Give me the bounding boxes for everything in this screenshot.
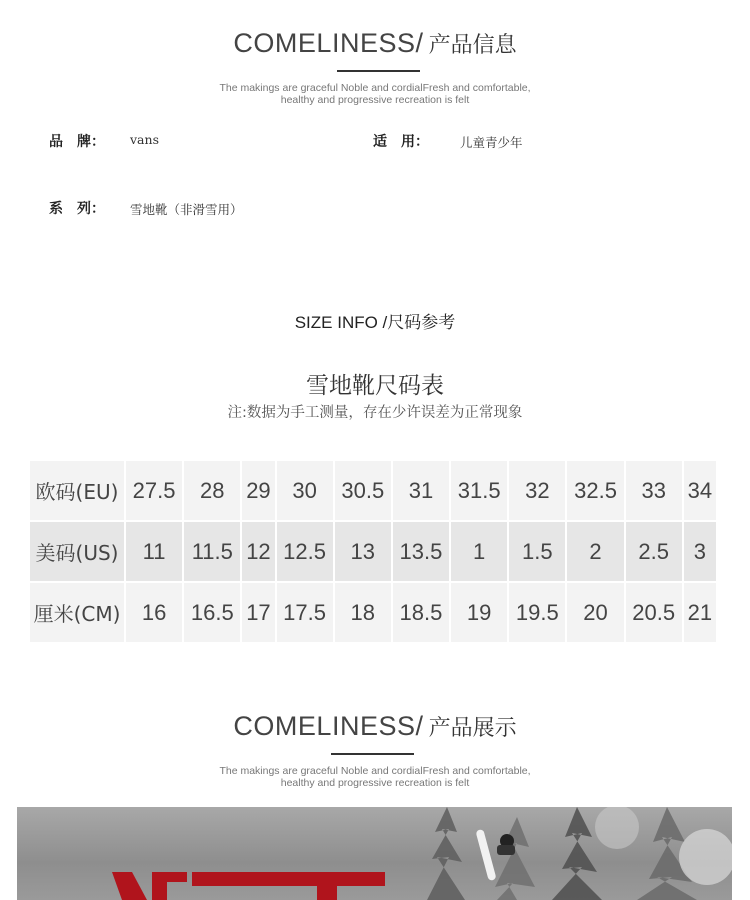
- size-cell: 17: [242, 583, 274, 642]
- snowy-trees: [427, 807, 732, 900]
- section-title-cn: 产品展示: [428, 716, 517, 741]
- size-cell: 32.5: [567, 461, 623, 520]
- series-label: 系 列：: [49, 201, 105, 217]
- section-subtitle: [0, 82, 750, 106]
- size-cell: 13: [335, 522, 391, 581]
- size-cell: 16.5: [184, 583, 240, 642]
- section-subtitle-line2: healthy and progressive recreation is felt: [280, 777, 470, 789]
- size-table-row: [30, 583, 716, 642]
- size-cell: 18.5: [393, 583, 449, 642]
- section-title-product-display: [0, 711, 750, 742]
- section-subtitle-line2: healthy and progressive recreation is felt: [280, 94, 470, 106]
- size-cell: 31: [393, 461, 449, 520]
- size-cell: 19: [451, 583, 507, 642]
- section-title-cn: 产品信息: [428, 33, 517, 58]
- size-cell: 2.5: [626, 522, 682, 581]
- section-title-en: COMELINESS/: [233, 711, 424, 741]
- size-cell: 19.5: [509, 583, 565, 642]
- size-cell: 17.5: [277, 583, 333, 642]
- section-title-en: COMELINESS/: [233, 28, 424, 58]
- section-title-underline: [331, 753, 414, 755]
- size-cell: 16: [126, 583, 182, 642]
- size-table: [28, 459, 718, 644]
- size-cell: 29: [242, 461, 274, 520]
- size-cell: 32: [509, 461, 565, 520]
- series-value: 雪地靴（非滑雪用）: [130, 202, 243, 217]
- brand-label: 品 牌：: [49, 134, 105, 150]
- size-row-label: 欧码(EU): [30, 461, 124, 520]
- size-cell: 30: [277, 461, 333, 520]
- size-cell: 18: [335, 583, 391, 642]
- size-cell: 13.5: [393, 522, 449, 581]
- suitable-value: 儿童青少年: [460, 135, 523, 150]
- size-cell: 1.5: [509, 522, 565, 581]
- size-cell: 12: [242, 522, 274, 581]
- size-cell: 11: [126, 522, 182, 581]
- size-cell: 20: [567, 583, 623, 642]
- size-info-heading: SIZE INFO /尺码参考: [294, 313, 456, 332]
- section-title-underline: [337, 70, 420, 72]
- size-cell: 12.5: [277, 522, 333, 581]
- size-cell: 31.5: [451, 461, 507, 520]
- banner-scene: [17, 807, 732, 900]
- size-cell: 11.5: [184, 522, 240, 581]
- product-banner-image: [17, 807, 732, 900]
- section-subtitle-line1: The makings are graceful Noble and cordialFresh and comfortable,: [219, 82, 531, 94]
- size-cell: 20.5: [626, 583, 682, 642]
- size-row-label: 美码(US): [30, 522, 124, 581]
- size-cell: 2: [567, 522, 623, 581]
- size-cell: 21: [684, 583, 716, 642]
- size-cell: 30.5: [335, 461, 391, 520]
- size-cell: 33: [626, 461, 682, 520]
- size-cell: 3: [684, 522, 716, 581]
- size-chart-title: 雪地靴尺码表: [306, 373, 444, 399]
- section-subtitle: [0, 765, 750, 789]
- vans-logo: [112, 872, 385, 900]
- size-row-label: 厘米(CM): [30, 583, 124, 642]
- section-title-product-info: [0, 28, 750, 59]
- size-cell: 34: [684, 461, 716, 520]
- size-chart-note: 注:数据为手工测量，存在少许误差为正常现象: [227, 405, 523, 421]
- size-table-row: [30, 461, 716, 520]
- suitable-label: 适 用：: [373, 134, 429, 150]
- size-cell: 28: [184, 461, 240, 520]
- section-subtitle-line1: The makings are graceful Noble and cordialFresh and comfortable,: [219, 765, 531, 777]
- size-table-row: [30, 522, 716, 581]
- size-cell: 27.5: [126, 461, 182, 520]
- brand-value: vans: [130, 132, 159, 147]
- size-cell: 1: [451, 522, 507, 581]
